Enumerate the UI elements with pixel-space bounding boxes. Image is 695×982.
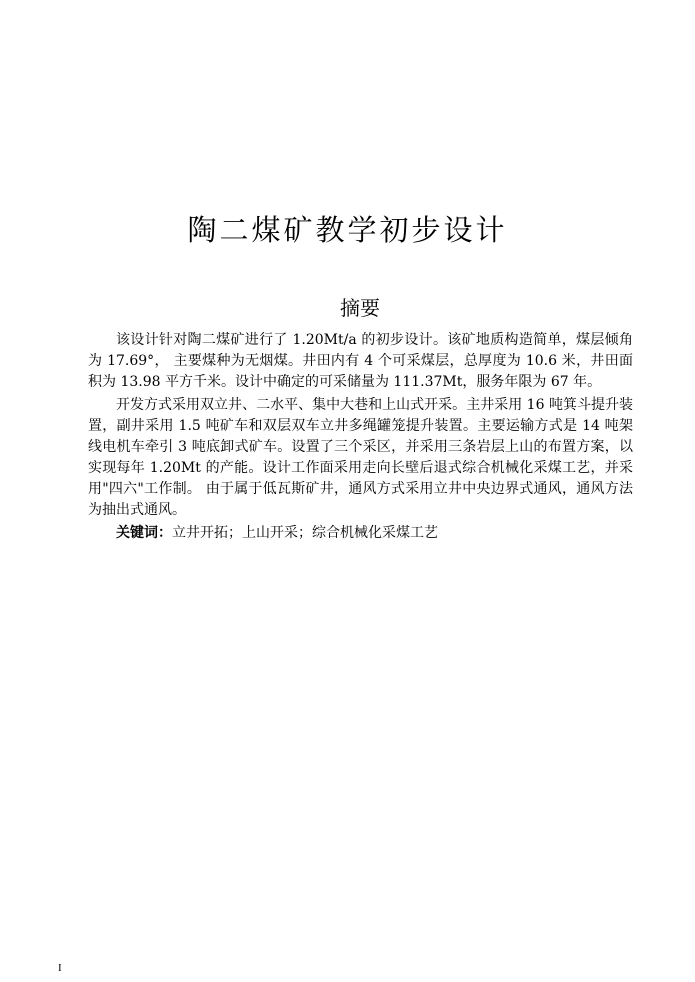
abstract-paragraph: 开发方式采用双立井、二水平、集中大巷和上山式开采。主井采用 16 吨箕斗提升装置，副井采用 1.5 吨矿车和双层双车立井多绳罐笼提升装置。主要运输方式是 14 吨架线电机车牵引 3 吨底卸式矿车。设置了三个采区，并采用三条岩层上山的布置方案，以实现每年 1.20Mt 的产能。设计工作面采用走向长壁后退式综合机械化采煤工艺，并采用"四六"工作制。 由于属于低瓦斯矿井，通风方式采用立井中央边界式通风，通风方法为抽出式通风。 bbox=[88, 397, 633, 518]
page-number: I bbox=[58, 962, 62, 974]
document-title: 陶二煤矿教学初步设计 bbox=[187, 213, 508, 247]
abstract-body bbox=[88, 330, 633, 546]
keywords-line bbox=[88, 523, 633, 544]
abstract-heading: 摘要 bbox=[340, 296, 380, 320]
keywords-label: 关键词： bbox=[116, 525, 172, 541]
keywords-value: 立井开拓；上山开采；综合机械化采煤工艺 bbox=[172, 525, 438, 541]
abstract-paragraph: 该设计针对陶二煤矿进行了 1.20Mt/a 的初步设计。该矿地质构造简单，煤层倾角为 17.69°， 主要煤种为无烟煤。井田内有 4 个可采煤层，总厚度为 10.6 米，井田面积为 13.98 平方千米。设计中确定的可采储量为 111.37Mt，服务年限为 67 年。 bbox=[88, 332, 633, 390]
